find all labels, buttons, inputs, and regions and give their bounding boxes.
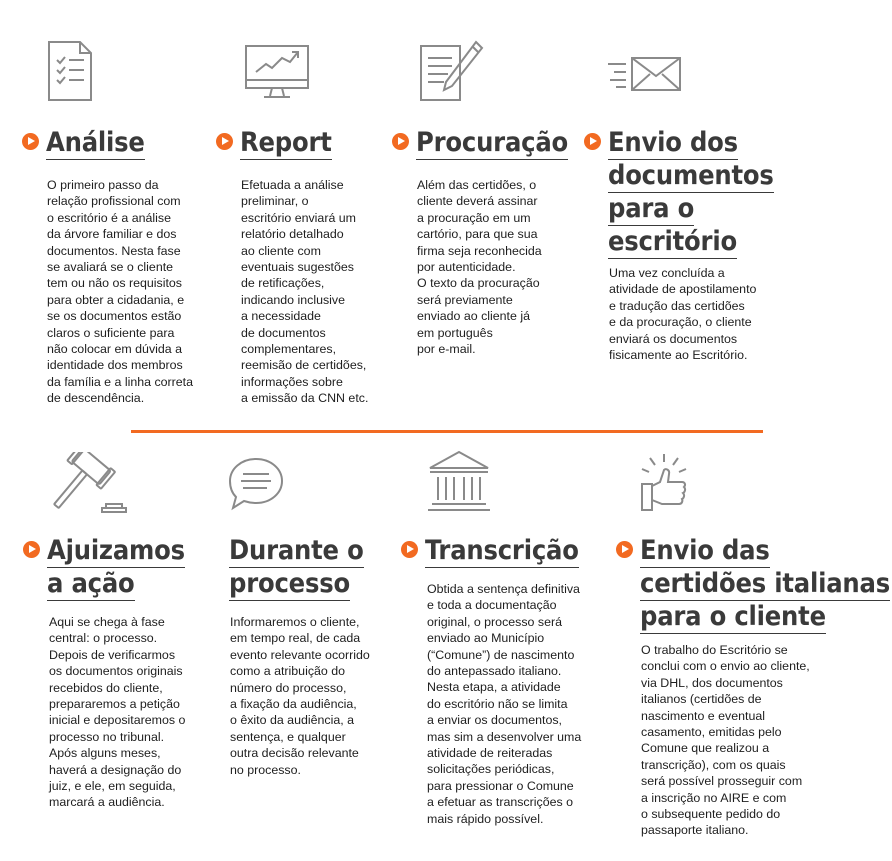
- text-line: o êxito da audiência, a: [230, 713, 354, 728]
- step-8-description: [641, 642, 831, 839]
- text-line: mais rápido possível.: [427, 811, 544, 826]
- checklist-document-icon: [46, 40, 94, 102]
- text-line: enviado ao cliente já: [417, 309, 530, 324]
- step-1-description: [47, 177, 217, 407]
- text-line: Obtida a sentença definitiva: [427, 582, 580, 596]
- text-line: em tempo real, de cada: [230, 631, 361, 646]
- step-1-heading: [22, 127, 145, 160]
- step-3-description: [417, 177, 577, 357]
- text-line: escritório enviará um: [241, 210, 357, 225]
- monitor-chart-icon: [244, 44, 310, 102]
- play-bullet-icon: [23, 541, 40, 558]
- text-line: e toda a documentação: [427, 598, 557, 613]
- step-2-heading: [216, 127, 332, 160]
- step-title-line: Report: [240, 127, 332, 158]
- step-4-description: [609, 265, 789, 363]
- step-7-heading: [401, 535, 579, 568]
- step-title-line: Procuração: [416, 127, 569, 158]
- step-title-line: Ajuizamos: [47, 535, 185, 566]
- play-bullet-icon: [616, 541, 633, 558]
- text-line: processo no tribunal.: [49, 729, 165, 744]
- text-line: se os documentos estão: [47, 309, 182, 324]
- fast-mail-icon: [606, 54, 682, 94]
- gavel-icon: [50, 452, 128, 514]
- courthouse-icon: [426, 450, 492, 514]
- text-line: de retificações,: [241, 276, 325, 291]
- text-line: da árvore familiar e dos: [47, 227, 177, 242]
- text-line: sentença, e qualquer: [230, 729, 346, 744]
- text-line: via DHL, dos documentos: [641, 675, 783, 690]
- text-line: preliminar, o: [241, 194, 309, 209]
- step-3-heading: [392, 127, 568, 160]
- text-line: mas sim a desenvolver uma: [427, 729, 582, 744]
- text-line: Comune que realizou a: [641, 741, 770, 756]
- text-line: O texto da procuração: [417, 276, 540, 291]
- text-line: eventuais sugestões: [241, 260, 354, 275]
- text-line: complementares,: [241, 342, 337, 357]
- section-divider: [131, 430, 763, 433]
- text-line: indicando inclusive: [241, 292, 346, 307]
- text-line: a necessidade: [241, 309, 321, 324]
- text-line: por e-mail.: [417, 342, 476, 357]
- text-line: do antepassado italiano.: [427, 664, 562, 679]
- text-line: reemisão de certidões,: [241, 358, 367, 373]
- thumbs-up-icon: [638, 452, 690, 514]
- text-line: conclui com o envio ao cliente,: [641, 659, 810, 674]
- step-title-line: Durante o: [229, 535, 364, 566]
- step-4-heading: [584, 127, 774, 259]
- document-pen-icon: [418, 40, 484, 102]
- step-title-line: Envio das: [640, 535, 770, 566]
- text-line: os documentos originais: [49, 664, 183, 679]
- text-line: juiz, e ele, em seguida,: [49, 779, 176, 794]
- text-line: O primeiro passo da: [47, 178, 159, 192]
- step-8-heading: [616, 535, 890, 634]
- text-line: claros o suficiente para: [47, 325, 175, 340]
- text-line: a enviar os documentos,: [427, 713, 562, 728]
- text-line: passaporte italiano.: [641, 823, 749, 838]
- text-line: casamento, emitidas pelo: [641, 725, 782, 740]
- play-bullet-icon: [401, 541, 418, 558]
- text-line: Depois de verificarmos: [49, 647, 176, 662]
- step-title-line: documentos: [608, 160, 774, 191]
- text-line: a procuração em um: [417, 210, 531, 225]
- text-line: da família e a linha correta: [47, 374, 194, 389]
- text-line: como a atribuição do: [230, 664, 346, 679]
- text-line: outra decisão relevante: [230, 746, 359, 761]
- text-line: será previamente: [417, 292, 513, 307]
- text-line: O trabalho do Escritório se: [641, 643, 788, 657]
- step-5-description: [49, 614, 214, 811]
- text-line: relatório detalhado: [241, 227, 344, 242]
- text-line: a fixação da audiência,: [230, 697, 357, 712]
- text-line: para pressionar o Comune: [427, 778, 574, 793]
- step-title-line: Transcrição: [425, 535, 579, 566]
- text-line: identidade dos membros: [47, 358, 183, 373]
- step-title-line: Envio dos: [608, 127, 738, 158]
- text-line: prepararemos a petição: [49, 697, 180, 712]
- text-line: o escritório é a análise: [47, 210, 171, 225]
- text-line: Uma vez concluída a: [609, 266, 725, 280]
- step-title-line: processo: [229, 568, 350, 599]
- step-title-line: para o: [608, 193, 695, 224]
- step-6-description: [230, 614, 390, 778]
- text-line: solicitações periódicas,: [427, 762, 555, 777]
- text-line: de descendência.: [47, 391, 145, 406]
- text-line: marcará a audiência.: [49, 795, 165, 810]
- step-title-line: Análise: [46, 127, 145, 158]
- text-line: italianos (certidões de: [641, 692, 762, 707]
- text-line: Efetuada a análise: [241, 178, 344, 192]
- text-line: inicial e depositaremos o: [49, 713, 186, 728]
- text-line: ao cliente com: [241, 243, 321, 258]
- text-line: Após alguns meses,: [49, 746, 161, 761]
- text-line: e tradução das certidões: [609, 298, 745, 313]
- text-line: cliente deverá assinar: [417, 194, 538, 209]
- text-line: enviará os documentos: [609, 331, 738, 346]
- text-line: e da procuração, o cliente: [609, 315, 752, 330]
- text-line: atividade de reiteradas: [427, 746, 553, 761]
- text-line: se avaliará se o cliente: [47, 260, 174, 275]
- text-line: a efetuar as transcrições o: [427, 795, 574, 810]
- text-line: o subsequente pedido do: [641, 807, 781, 822]
- text-line: enviado ao Município: [427, 631, 545, 646]
- step-5-heading: [23, 535, 185, 601]
- text-line: recebidos do cliente,: [49, 680, 163, 695]
- text-line: nascimento e eventual: [641, 708, 765, 723]
- play-bullet-icon: [22, 133, 39, 150]
- text-line: atividade de apostilamento: [609, 282, 757, 297]
- text-line: não colocar em dúvida a: [47, 342, 183, 357]
- text-line: original, o processo será: [427, 614, 562, 629]
- text-line: (“Comune”) de nascimento: [427, 647, 575, 662]
- step-2-description: [241, 177, 391, 407]
- text-line: relação profissional com: [47, 194, 181, 209]
- text-line: firma seja reconhecida: [417, 243, 542, 258]
- text-line: será possível prosseguir com: [641, 774, 803, 789]
- text-line: número do processo,: [230, 680, 347, 695]
- step-title-line: para o cliente: [640, 601, 826, 632]
- chat-bubble-icon: [227, 456, 285, 512]
- text-line: transcrição), com os quais: [641, 757, 786, 772]
- text-line: evento relevante ocorrido: [230, 647, 370, 662]
- step-title-line: certidões italianas: [640, 568, 890, 599]
- text-line: fisicamente ao Escritório.: [609, 348, 748, 363]
- step-title-line: escritório: [608, 226, 737, 257]
- text-line: a inscrição no AIRE e com: [641, 790, 787, 805]
- text-line: Aqui se chega à fase: [49, 615, 165, 629]
- text-line: Informaremos o cliente,: [230, 615, 360, 629]
- step-6-heading: [229, 535, 364, 601]
- text-line: Nesta etapa, a atividade: [427, 680, 561, 695]
- text-line: no processo.: [230, 762, 301, 777]
- text-line: por autenticidade.: [417, 260, 516, 275]
- text-line: para obter a cidadania, e: [47, 292, 185, 307]
- text-line: Além das certidões, o: [417, 178, 537, 192]
- text-line: documentos. Nesta fase: [47, 243, 181, 258]
- play-bullet-icon: [584, 133, 601, 150]
- text-line: em português: [417, 325, 493, 340]
- text-line: do escritório não se limita: [427, 696, 568, 711]
- text-line: de documentos: [241, 325, 326, 340]
- step-7-description: [427, 581, 602, 827]
- step-title-line: a ação: [47, 568, 135, 599]
- play-bullet-icon: [216, 133, 233, 150]
- play-bullet-icon: [392, 133, 409, 150]
- text-line: cartório, para que sua: [417, 227, 538, 242]
- text-line: a emissão da CNN etc.: [241, 391, 369, 406]
- text-line: tem ou não os requisitos: [47, 276, 182, 291]
- text-line: informações sobre: [241, 374, 343, 389]
- text-line: central: o processo.: [49, 631, 158, 646]
- text-line: haverá a designação do: [49, 762, 182, 777]
